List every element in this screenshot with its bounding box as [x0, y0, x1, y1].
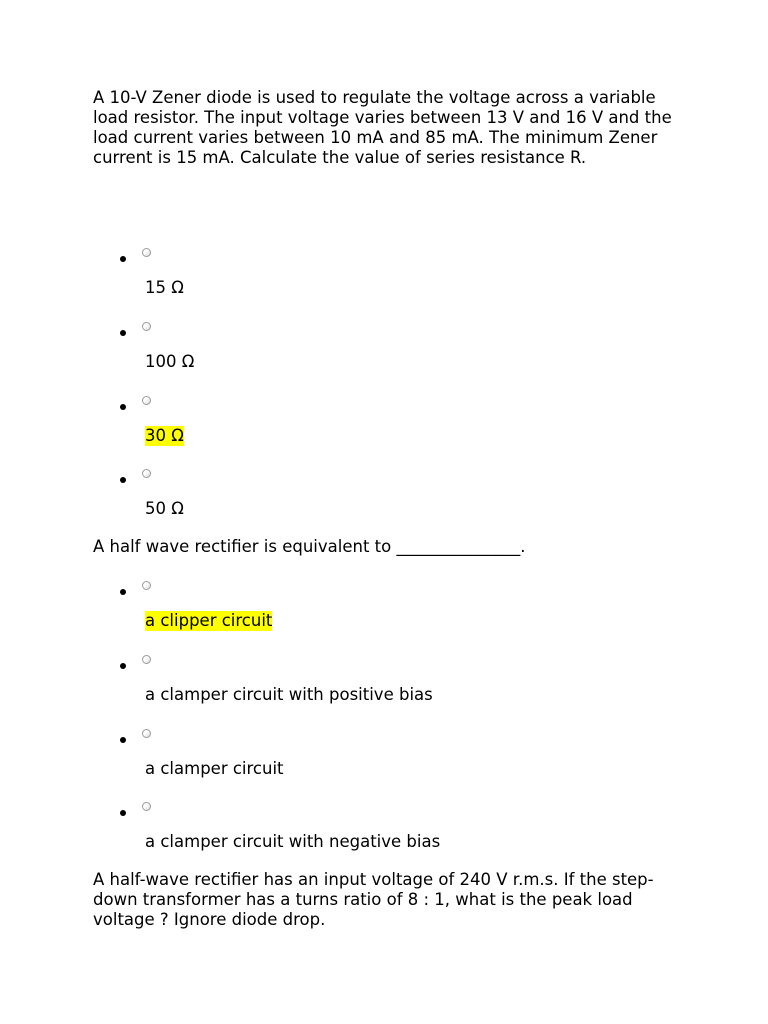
question-2-option-2	[0, 655, 768, 715]
radio-button[interactable]	[142, 581, 151, 590]
option-label: 15 Ω	[145, 278, 184, 297]
question-1-text: A 10-V Zener diode is used to regulate the voltage across a variable load resistor. The input voltage varies between 13 V and 16 V and the load current varies between 10 mA and 85 mA. The minimum Zener current is 15 mA. Calculate the value of series resistance R.	[93, 88, 672, 167]
bullet	[120, 256, 126, 262]
option-label-highlighted: a clipper circuit	[145, 611, 273, 630]
question-2-text: A half wave rectifier is equivalent to _______________.	[93, 537, 526, 556]
radio-button[interactable]	[142, 396, 151, 405]
radio-button[interactable]	[142, 655, 151, 664]
radio-button[interactable]	[142, 322, 151, 331]
question-2-option-4	[0, 802, 768, 862]
question-2-option-1	[0, 581, 768, 641]
option-label: a clamper circuit with positive bias	[145, 685, 433, 704]
question-2-option-3	[0, 729, 768, 789]
radio-button[interactable]	[142, 729, 151, 738]
question-1-option-4	[0, 469, 768, 529]
bullet	[120, 810, 126, 816]
bullet	[120, 589, 126, 595]
bullet	[120, 663, 126, 669]
option-label: a clamper circuit	[145, 759, 284, 778]
option-label-highlighted: 30 Ω	[145, 426, 184, 445]
question-3-text: A half-wave rectifier has an input voltage of 240 V r.m.s. If the step-down transformer has a turns ratio of 8 : 1, what is the peak load voltage ? Ignore diode drop.	[93, 870, 654, 929]
bullet	[120, 404, 126, 410]
option-label: 50 Ω	[145, 499, 184, 518]
option-label: 100 Ω	[145, 352, 195, 371]
radio-button[interactable]	[142, 469, 151, 478]
question-1-option-1	[0, 248, 768, 308]
question-1-option-3	[0, 396, 768, 456]
bullet	[120, 737, 126, 743]
radio-button[interactable]	[142, 248, 151, 257]
bullet	[120, 477, 126, 483]
question-1-option-2	[0, 322, 768, 382]
bullet	[120, 330, 126, 336]
radio-button[interactable]	[142, 802, 151, 811]
option-label: a clamper circuit with negative bias	[145, 832, 441, 851]
